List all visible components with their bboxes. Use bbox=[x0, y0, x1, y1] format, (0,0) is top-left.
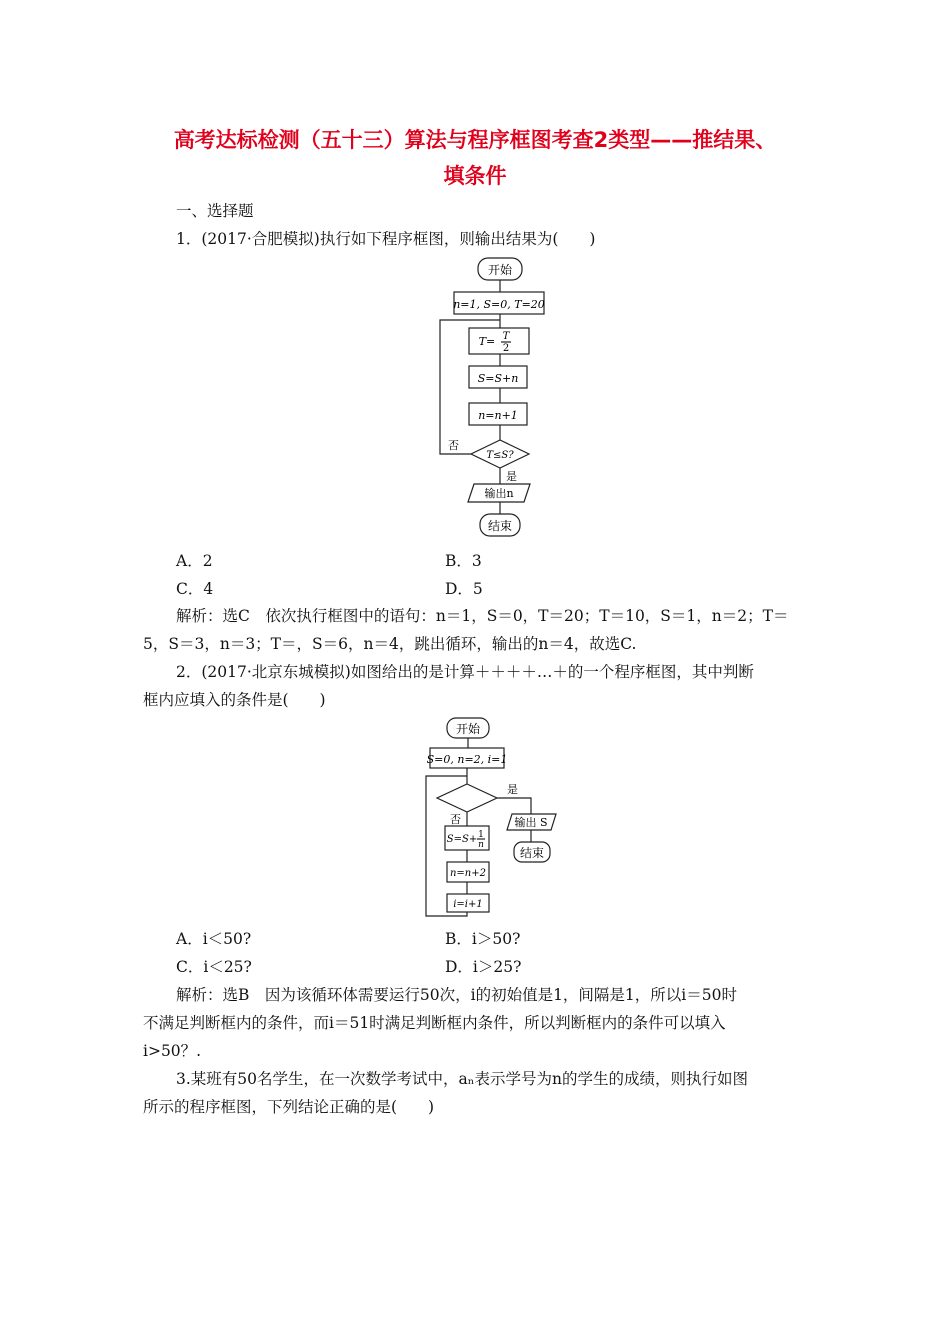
q1-option-b: B．3 bbox=[445, 552, 482, 570]
q2-s-num: 1 bbox=[478, 830, 484, 840]
doc-title-line1: 高考达标检测（五十三）算法与程序框图考查2类型——推结果、 bbox=[173, 128, 777, 152]
q1-analysis-line2: 5，S＝3，n＝3；T＝，S＝6，n＝4，跳出循环，输出的n＝4，故选C. bbox=[143, 635, 637, 653]
q2-stem-line1: 2．(2017·北京东城模拟)如图给出的是计算＋＋＋＋…＋的一个程序框图，其中判断 bbox=[176, 663, 754, 681]
q3-stem-line1: 3.某班有50名学生，在一次数学考试中，aₙ表示学号为n的学生的成绩，则执行如图 bbox=[176, 1070, 748, 1088]
q1-t-den: 2 bbox=[502, 343, 510, 354]
q1-option-d: D．5 bbox=[445, 580, 483, 598]
q2-s-den: n bbox=[478, 840, 484, 850]
q3-stem-line2: 所示的程序框图，下列结论正确的是( ) bbox=[143, 1098, 435, 1116]
q2-yes-label: 是 bbox=[507, 783, 518, 796]
section-heading: 一、选择题 bbox=[176, 202, 254, 220]
q1-flowchart bbox=[430, 252, 570, 542]
q1-start-label: 开始 bbox=[487, 263, 513, 277]
q1-cond-label: T≤S? bbox=[486, 450, 514, 461]
doc-title-line2: 填条件 bbox=[443, 164, 507, 188]
q1-analysis-line1: 解析：选C 依次执行框图中的语句：n＝1，S＝0，T＝20；T＝10，S＝1，n＝2；T＝ bbox=[176, 607, 789, 625]
q2-option-c: C．i＜25? bbox=[176, 958, 252, 976]
q2-option-a: A．i＜50? bbox=[176, 930, 252, 948]
q2-end-label: 结束 bbox=[519, 846, 545, 860]
q2-start-label: 开始 bbox=[455, 722, 481, 736]
q2-option-d: D．i＞25? bbox=[445, 958, 522, 976]
q1-end-label: 结束 bbox=[487, 519, 513, 533]
q1-no-label: 否 bbox=[448, 439, 459, 452]
q2-n-label: n=n+2 bbox=[449, 868, 487, 879]
q2-no-label: 否 bbox=[450, 813, 461, 826]
q1-stem: 1．(2017·合肥模拟)执行如下程序框图，则输出结果为( ) bbox=[176, 230, 596, 248]
q1-t-num: T bbox=[502, 331, 510, 342]
q2-stem-line2: 框内应填入的条件是( ) bbox=[143, 691, 326, 709]
q2-option-b: B．i＞50? bbox=[445, 930, 521, 948]
q2-flowchart bbox=[420, 712, 570, 922]
q1-s-label: S=S+n bbox=[477, 372, 519, 385]
q2-s-left: S=S+ bbox=[446, 834, 478, 845]
q1-t-left: T= bbox=[478, 335, 496, 348]
q1-option-a: A．2 bbox=[176, 552, 213, 570]
q1-output-label: 输出n bbox=[484, 487, 514, 500]
q1-n-label: n=n+1 bbox=[478, 409, 518, 422]
q1-option-c: C．4 bbox=[176, 580, 214, 598]
q2-analysis-line3: i>50？. bbox=[143, 1042, 202, 1060]
q2-cond-diamond bbox=[437, 784, 497, 812]
q1-yes-label: 是 bbox=[506, 470, 517, 483]
q2-i-label: i=i+1 bbox=[453, 899, 483, 910]
q2-analysis-line1: 解析：选B 因为该循环体需要运行50次，i的初始值是1，间隔是1，所以i＝50时 bbox=[176, 986, 737, 1004]
q2-output-label: 输出 S bbox=[514, 816, 548, 829]
q1-init-label: n=1, S=0, T=20 bbox=[453, 298, 545, 311]
q2-init-label: S=0, n=2, i=1 bbox=[426, 753, 508, 766]
q2-analysis-line2: 不满足判断框内的条件，而i＝51时满足判断框内条件，所以判断框内的条件可以填入 bbox=[143, 1014, 726, 1032]
